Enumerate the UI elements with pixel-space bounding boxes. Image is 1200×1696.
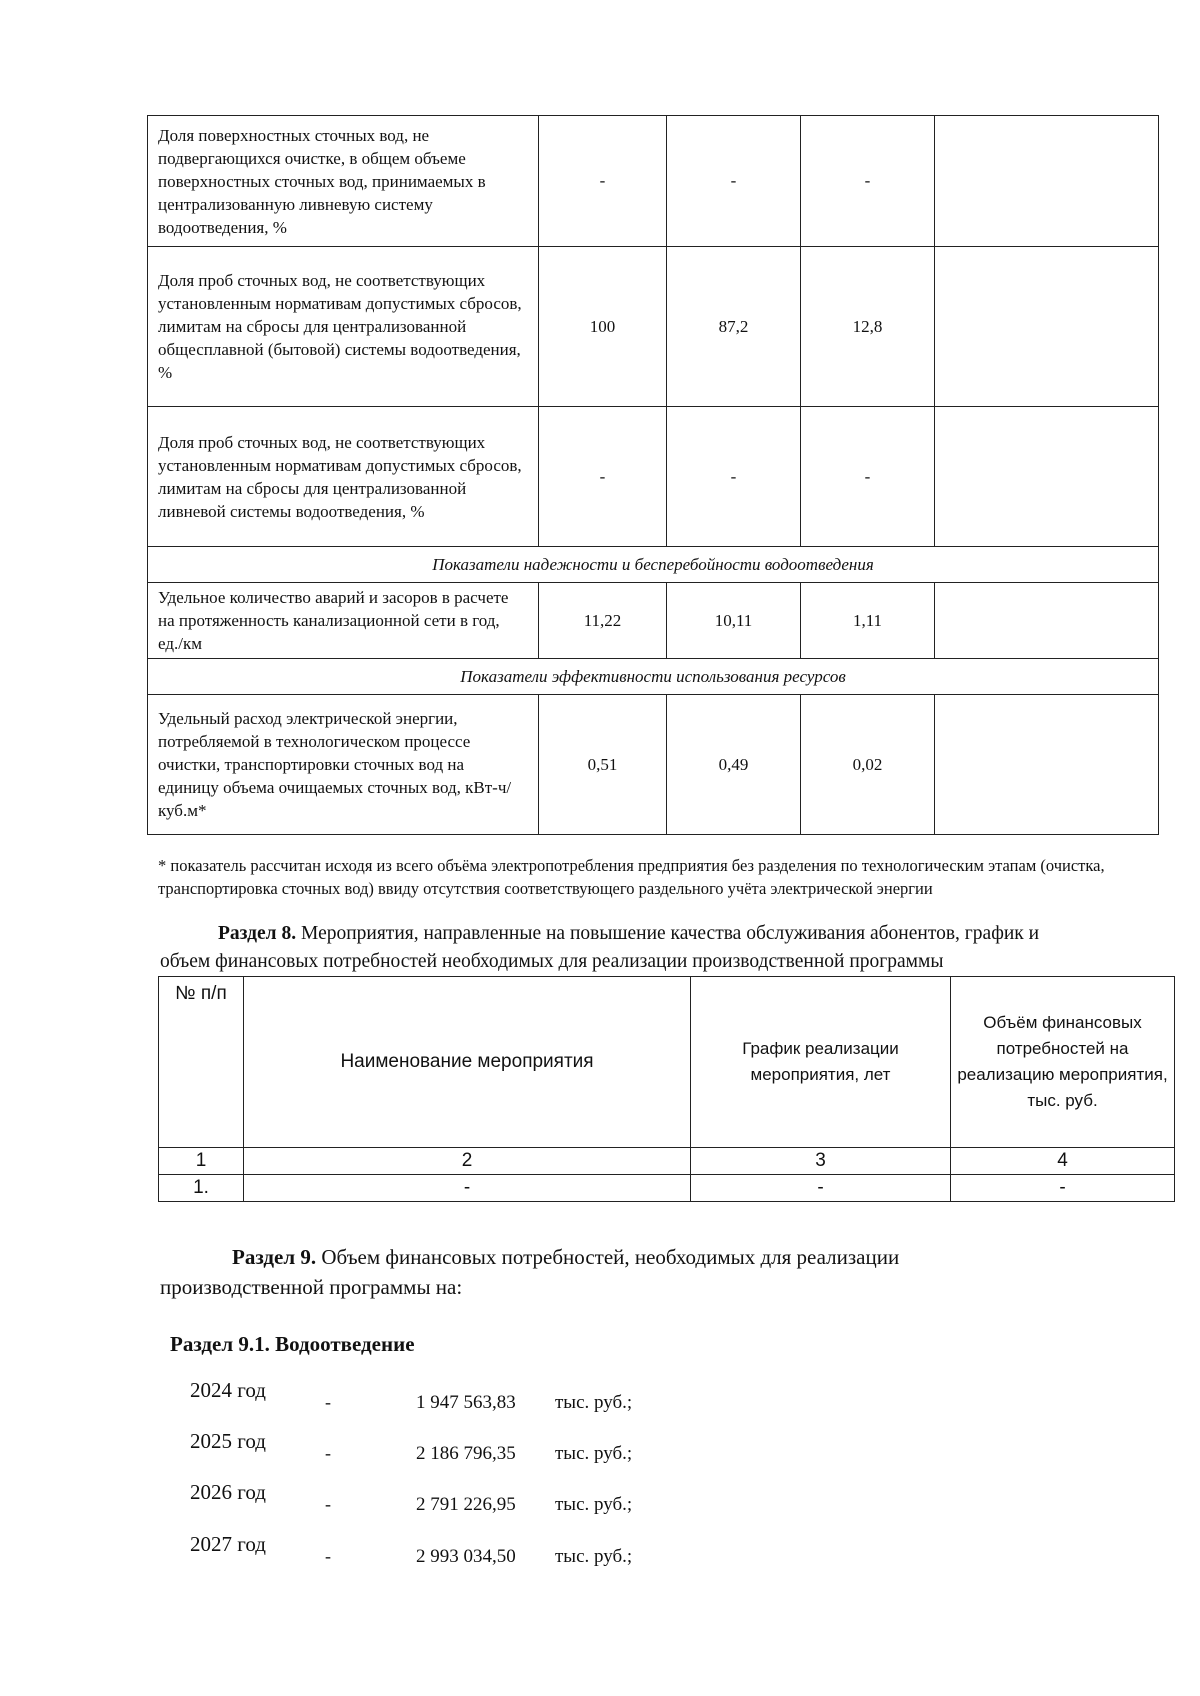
table-row [148, 583, 1159, 659]
amount: 2 791 226,95 [416, 1494, 516, 1515]
index-cell: 4 [951, 1148, 1175, 1175]
header-row [159, 977, 1175, 1148]
index-cell: 2 [244, 1148, 691, 1175]
header-num: № п/п [159, 977, 244, 1148]
amount: 2 993 034,50 [416, 1546, 516, 1567]
indicator-value: - [539, 407, 667, 547]
table-row [148, 407, 1159, 547]
dash: - [325, 1443, 331, 1463]
indicator-description: Доля поверхностных сточных вод, не подвергающихся очистке, в общем объеме поверхностных сточных вод, принимаемых в централизованную ливневую систему водоотведения, % [148, 116, 539, 247]
indicators-table [147, 115, 1159, 835]
year-label: 2024 год [190, 1378, 266, 1402]
indicator-value [935, 116, 1159, 247]
indicator-value: 0,51 [539, 695, 667, 835]
year-label: 2025 год [190, 1429, 266, 1453]
indicator-value: 10,11 [667, 583, 801, 659]
indicator-value: 0,02 [801, 695, 935, 835]
data-cell: - [691, 1175, 951, 1202]
dash: - [325, 1494, 331, 1514]
indicator-value: 0,49 [667, 695, 801, 835]
section-reliability-heading: Показатели надежности и бесперебойности водоотведения [148, 547, 1159, 583]
section-row [148, 659, 1159, 695]
year-label: 2027 год [190, 1532, 266, 1556]
indicator-value: 1,11 [801, 583, 935, 659]
year-row [190, 1429, 790, 1479]
header-name: Наименование мероприятия [244, 977, 691, 1148]
indicator-value [935, 247, 1159, 407]
data-cell: - [244, 1175, 691, 1202]
section-8-text-line2: объем финансовых потребностей необходимых для реализации производственной программы [160, 951, 944, 972]
section-8-label: Раздел 8. [218, 923, 297, 944]
indicator-description: Удельный расход электрической энергии, потребляемой в технологическом процессе очистки, транспортировки сточных вод на единицу объема очищаемых сточных вод, кВт-ч/куб.м* [148, 695, 539, 835]
indicator-description: Доля проб сточных вод, не соответствующих установленным нормативам допустимых сбросов, лимитам на сбросы для централизованной ливневой системы водоотведения, % [148, 407, 539, 547]
year-row [190, 1480, 790, 1530]
measures-table [158, 976, 1175, 1202]
data-cell: 1. [159, 1175, 244, 1202]
indicator-value [935, 695, 1159, 835]
unit: тыс. руб.; [555, 1392, 633, 1413]
indicator-value: 100 [539, 247, 667, 407]
indicator-value: 12,8 [801, 247, 935, 407]
section-efficiency-heading: Показатели эффективности использования ресурсов [148, 659, 1159, 695]
section-9-label: Раздел 9. [232, 1245, 317, 1269]
dash: - [325, 1392, 331, 1412]
index-row [159, 1148, 1175, 1175]
amount: 2 186 796,35 [416, 1443, 516, 1464]
index-cell: 3 [691, 1148, 951, 1175]
section-8-heading [160, 920, 1160, 976]
table-row [148, 247, 1159, 407]
section-9-heading [160, 1242, 1160, 1302]
year-row [190, 1532, 790, 1582]
table-row [159, 1175, 1175, 1202]
indicator-value: - [801, 407, 935, 547]
indicator-value [935, 583, 1159, 659]
section-9-1-heading: Раздел 9.1. Водоотведение [170, 1332, 415, 1356]
index-cell: 1 [159, 1148, 244, 1175]
section-8-text-line1: Мероприятия, направленные на повышение качества обслуживания абонентов, график и [296, 923, 1040, 944]
indicator-description: Доля проб сточных вод, не соответствующих установленным нормативам допустимых сбросов, лимитам на сбросы для централизованной общесплавной (бытовой) системы водоотведения, % [148, 247, 539, 407]
indicator-value [935, 407, 1159, 547]
table-row [148, 116, 1159, 247]
indicator-value: 87,2 [667, 247, 801, 407]
indicator-value: - [667, 116, 801, 247]
table-row [148, 695, 1159, 835]
unit: тыс. руб.; [555, 1494, 633, 1515]
section-row [148, 547, 1159, 583]
section-9-text-line1: Объем финансовых потребностей, необходимых для реализации [316, 1245, 900, 1269]
year-row [190, 1378, 790, 1428]
indicator-value: - [801, 116, 935, 247]
dash: - [325, 1546, 331, 1566]
year-label: 2026 год [190, 1480, 266, 1504]
unit: тыс. руб.; [555, 1546, 633, 1567]
header-finance: Объём финансовых потребностей на реализацию мероприятия, тыс. руб. [951, 977, 1175, 1148]
indicator-value: 11,22 [539, 583, 667, 659]
indicator-description: Удельное количество аварий и засоров в расчете на протяженность канализационной сети в год, ед./км [148, 583, 539, 659]
data-cell: - [951, 1175, 1175, 1202]
footnote: * показатель рассчитан исходя из всего объёма электропотребления предприятия без разделения по технологическим этапам (очистка, транспортировка сточных вод) ввиду отсутствия соответствующего раздельного учёта электрической энергии [158, 856, 1105, 898]
amount: 1 947 563,83 [416, 1392, 516, 1413]
indicator-value: - [667, 407, 801, 547]
indicator-value: - [539, 116, 667, 247]
unit: тыс. руб.; [555, 1443, 633, 1464]
header-schedule: График реализации мероприятия, лет [691, 977, 951, 1148]
section-9-text-line2: производственной программы на: [160, 1275, 463, 1299]
